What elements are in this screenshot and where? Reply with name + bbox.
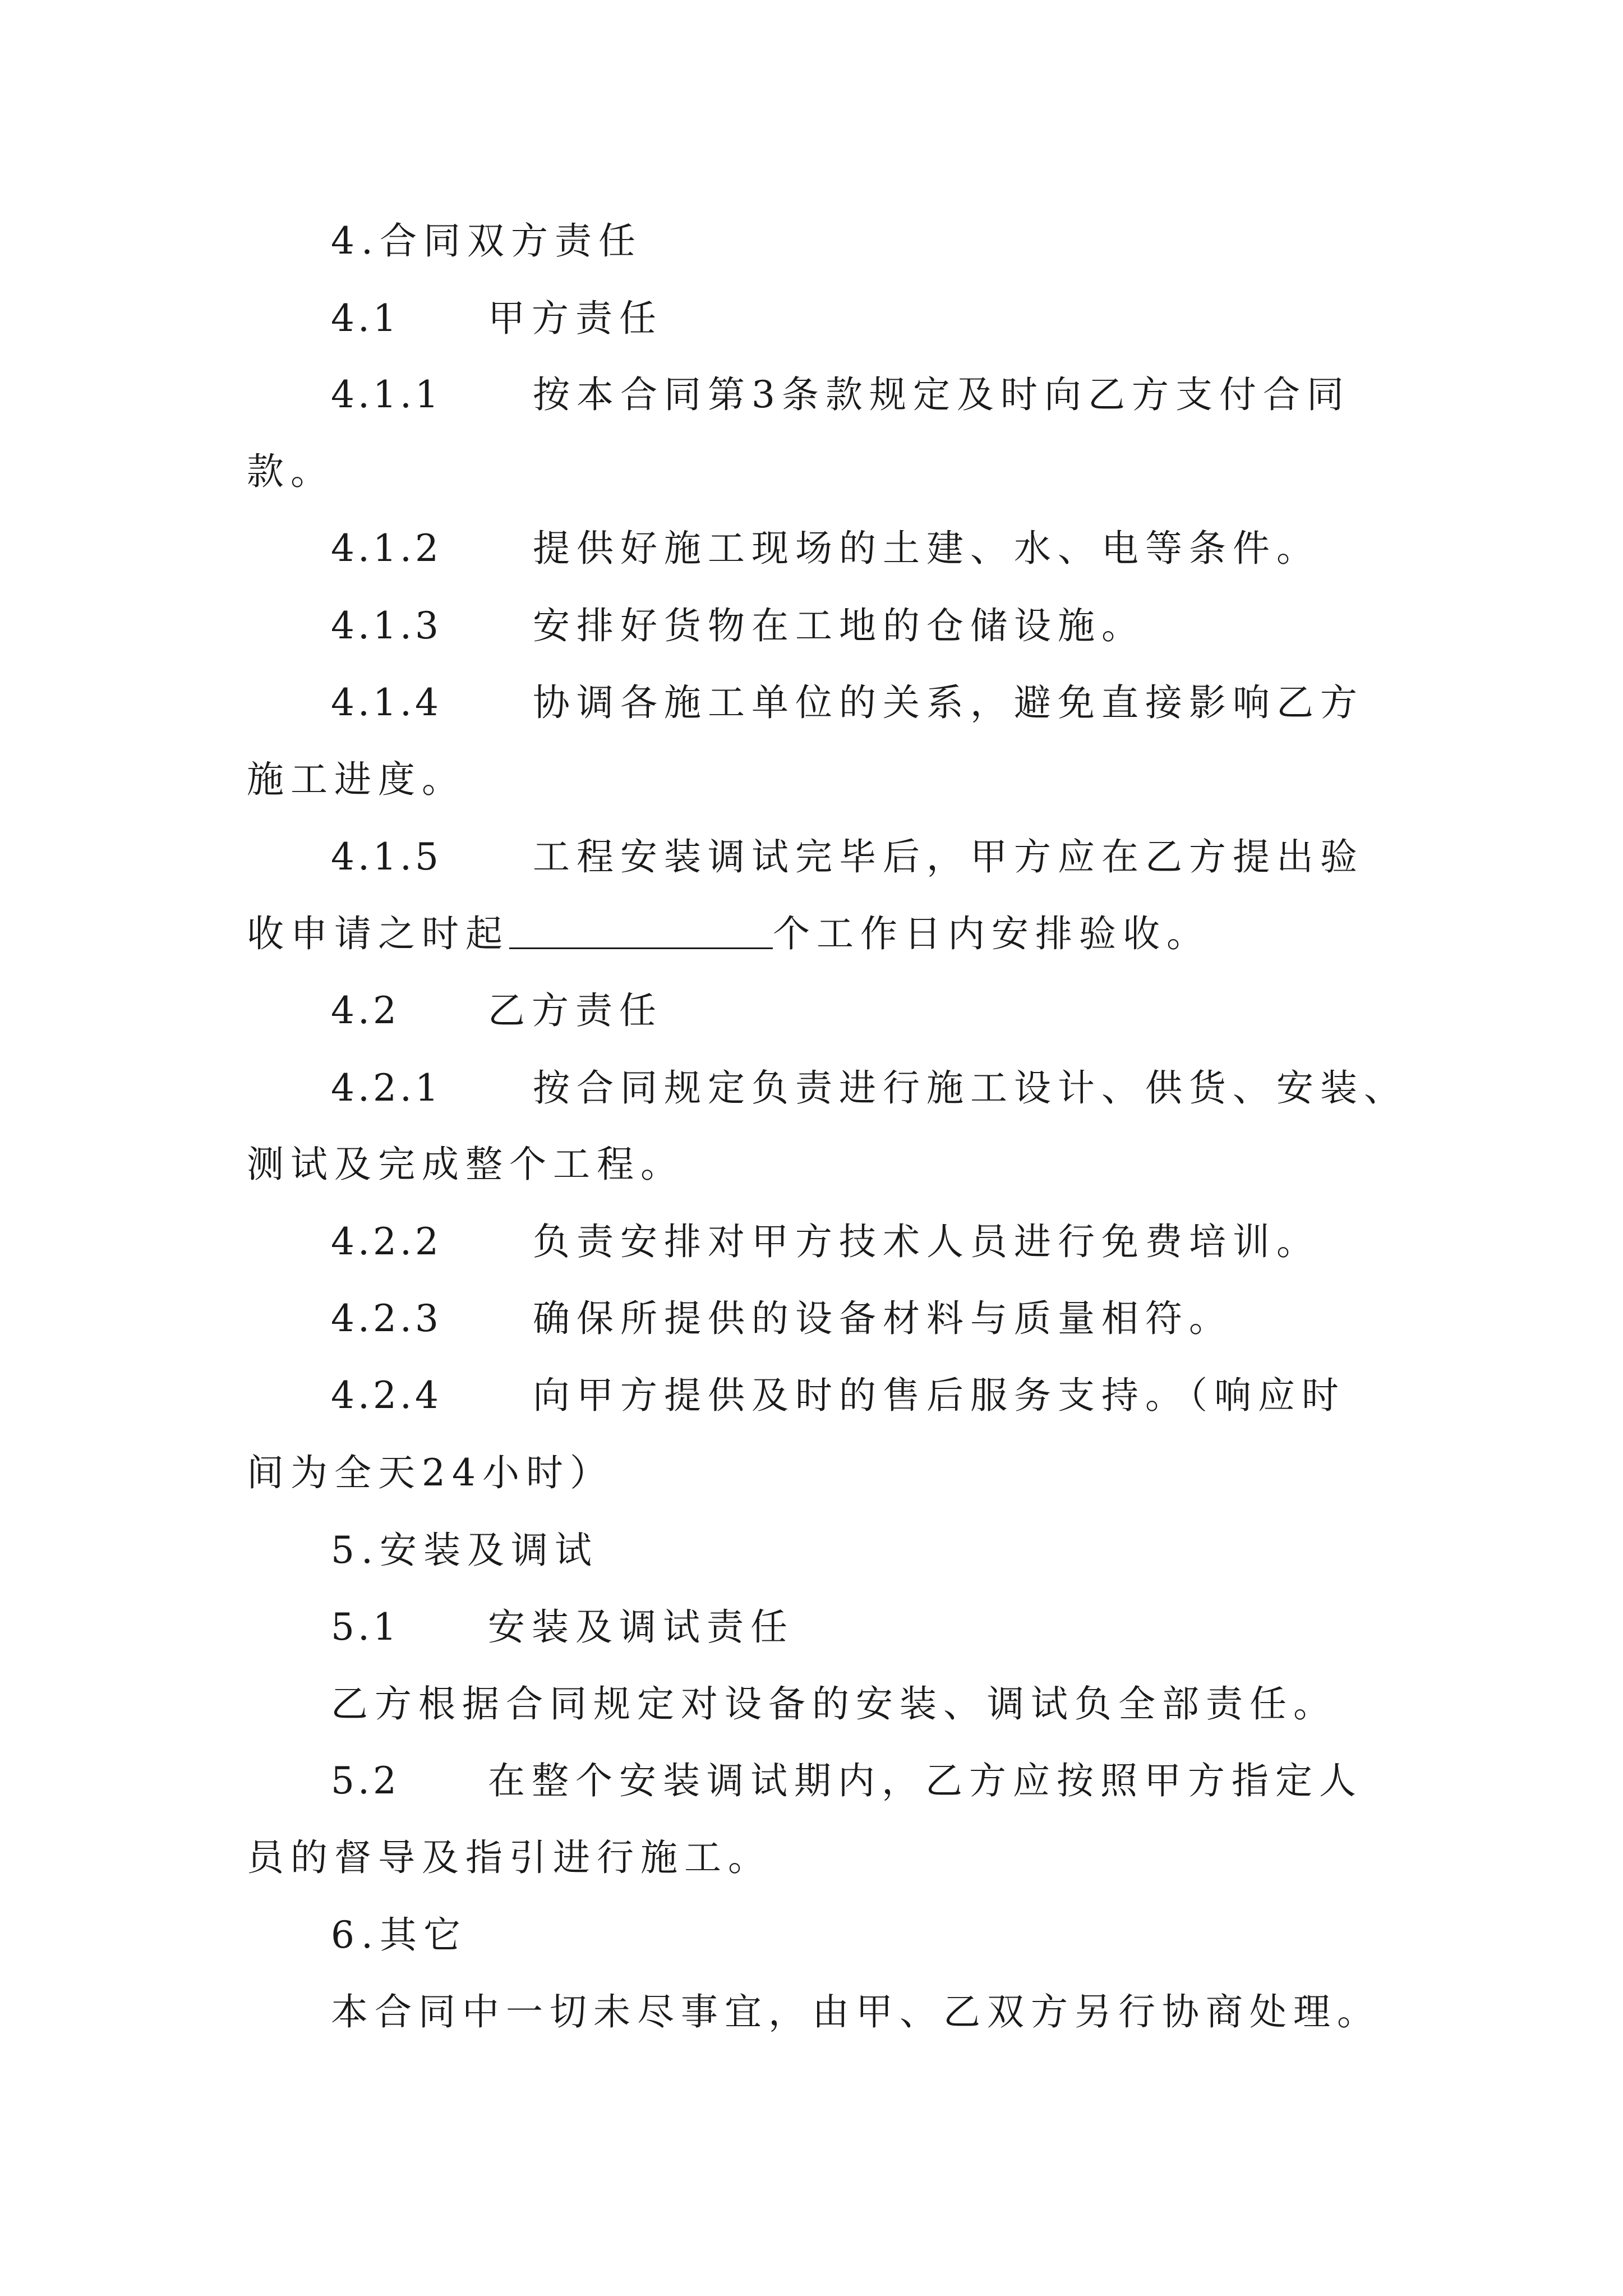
clause-5-1-heading xyxy=(331,1599,794,1655)
clause-number: 4.2.1 xyxy=(331,1066,442,1110)
clause-number: 4.2.3 xyxy=(331,1297,442,1340)
clause-text: 协调各施工单位的关系，避免直接影响乙方 xyxy=(533,681,1364,724)
clause-4-1-4-continued: 施工进度。 xyxy=(247,758,465,801)
section-6-body: 本合同中一切未尽事宜，由甲、乙双方另行协商处理。 xyxy=(331,1990,1381,2033)
clause-4-1-1-continued: 款。 xyxy=(247,450,334,493)
clause-text: 负责安排对甲方技术人员进行免费培训。 xyxy=(533,1220,1320,1263)
clause-text: 按合同规定负责进行施工设计、供货、安装、 xyxy=(533,1066,1408,1110)
clause-text: 按本合同第3条款规定及时向乙方支付合同 xyxy=(533,373,1350,416)
clause-text: 安排好货物在工地的仓储设施。 xyxy=(533,604,1145,647)
clause-4-2-4 xyxy=(331,1368,1345,1424)
clause-5-1-body: 乙方根据合同规定对设备的安装、调试负全部责任。 xyxy=(331,1682,1337,1726)
clause-4-1-2 xyxy=(331,521,1320,577)
clause-4-1-heading xyxy=(331,291,663,347)
clause-number: 4.1.5 xyxy=(331,835,442,878)
clause-text: 向甲方提供及时的售后服务支持。（响应时 xyxy=(533,1374,1345,1417)
clause-4-2-3 xyxy=(331,1291,1233,1347)
clause-text: 工程安装调试完毕后，甲方应在乙方提出验 xyxy=(533,835,1364,878)
clause-4-1-5 xyxy=(331,829,1364,885)
clause-4-2-1-continued: 测试及完成整个工程。 xyxy=(247,1143,684,1186)
clause-number: 4.1.1 xyxy=(331,373,442,416)
clause-4-1-1 xyxy=(331,367,1350,423)
clause-4-1-4 xyxy=(331,675,1364,731)
section-4-heading: 4.合同双方责任 xyxy=(331,219,642,263)
clause-title: 甲方责任 xyxy=(488,297,663,340)
clause-5-2-continued: 员的督导及指引进行施工。 xyxy=(247,1836,772,1879)
clause-4-1-3 xyxy=(331,598,1145,654)
section-5-heading: 5.安装及调试 xyxy=(331,1529,598,1572)
clause-number: 4.1.3 xyxy=(331,604,442,647)
section-6-heading: 6.其它 xyxy=(331,1913,467,1957)
clause-number: 5.2 xyxy=(331,1759,400,1802)
clause-5-2 xyxy=(331,1753,1363,1809)
clause-number: 4.1.2 xyxy=(331,527,442,570)
clause-number: 4.1 xyxy=(331,297,400,340)
clause-4-2-4-continued: 间为全天24小时） xyxy=(247,1451,614,1494)
clause-title: 乙方责任 xyxy=(488,989,663,1032)
clause-text: 提供好施工现场的土建、水、电等条件。 xyxy=(533,527,1320,570)
clause-number: 5.1 xyxy=(331,1605,400,1649)
clause-title: 安装及调试责任 xyxy=(488,1605,794,1649)
clause-text-before-blank: 收申请之时起 xyxy=(247,912,509,955)
clause-text-after-blank: 个工作日内安排验收。 xyxy=(773,912,1210,955)
clause-4-2-heading xyxy=(331,983,663,1039)
clause-number: 4.2 xyxy=(331,989,400,1032)
fill-in-blank[interactable] xyxy=(509,906,773,949)
clause-text: 在整个安装调试期内，乙方应按照甲方指定人 xyxy=(488,1759,1363,1802)
clause-4-2-2 xyxy=(331,1214,1320,1270)
clause-4-1-5-continued xyxy=(247,906,1210,962)
clause-number: 4.2.4 xyxy=(331,1374,442,1417)
clause-text: 确保所提供的设备材料与质量相符。 xyxy=(533,1297,1233,1340)
clause-number: 4.1.4 xyxy=(331,681,442,724)
clause-number: 4.2.2 xyxy=(331,1220,442,1263)
clause-4-2-1 xyxy=(331,1060,1408,1116)
